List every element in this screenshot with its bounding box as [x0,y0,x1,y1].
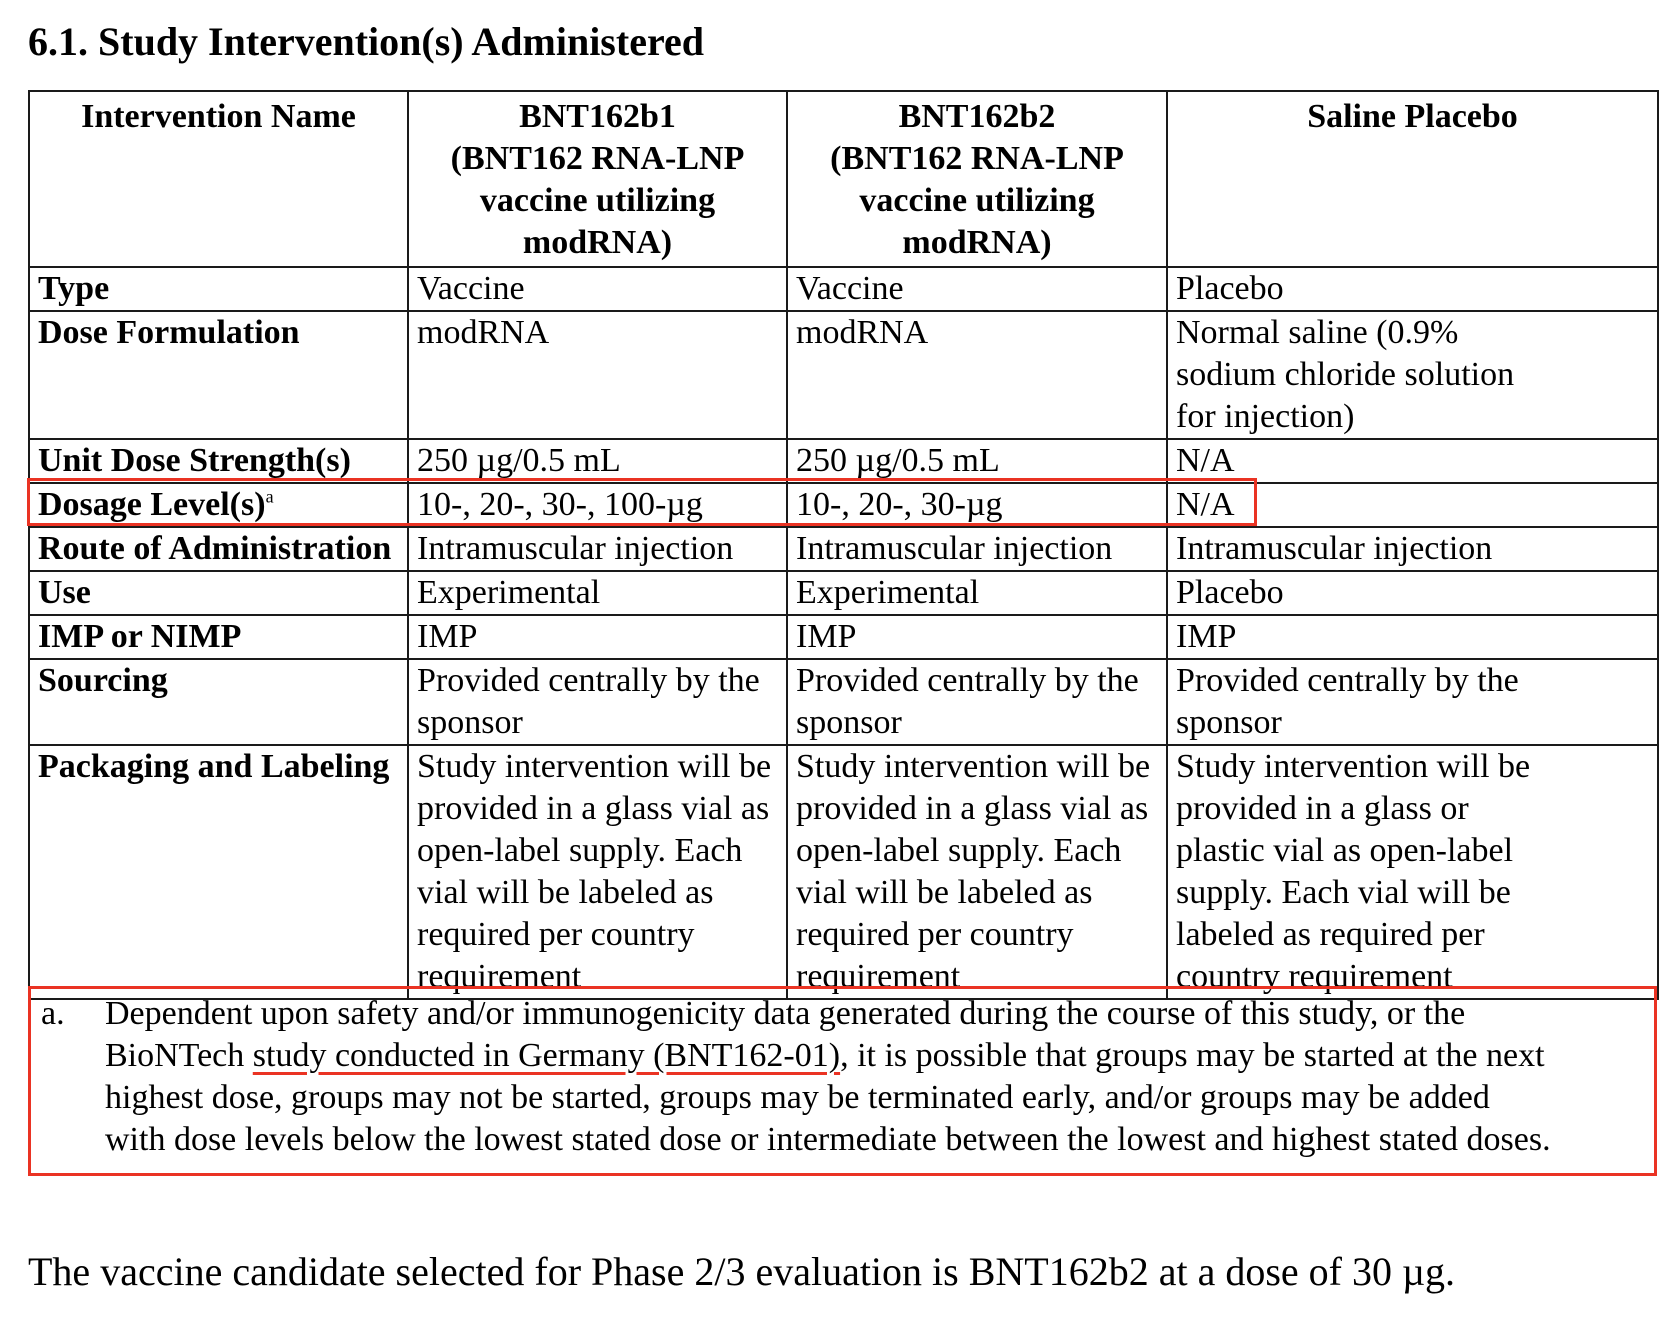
cell-line: requirement [417,958,582,995]
cell-line: supply. Each vial will be [1176,874,1511,911]
table-cell [408,483,787,527]
table-cell [1167,483,1658,527]
header-line: modRNA) [522,224,673,261]
table-cell [787,483,1167,527]
cell-line: modRNA [796,314,929,351]
row-label: Route of Administration [29,527,408,571]
cell-line: Intramuscular injection [796,530,1113,567]
footnote-line: Dependent upon safety and/or immunogenicity data generated during the course of this study, or the [105,995,1466,1032]
cell-line: country requirement [1176,958,1453,995]
cell-line: Provided centrally by the [1176,662,1519,699]
table-cell [787,311,1167,439]
table-cell [1167,659,1658,745]
footnote-marker: a [265,486,274,507]
cell-line: Experimental [796,574,980,611]
cell-line: 10-, 20-, 30-µg [796,486,1003,523]
table-cell [787,267,1167,311]
cell-line: 250 µg/0.5 mL [417,442,621,479]
footnote-label: a. [41,995,65,1032]
cell-line: sponsor [1176,704,1282,741]
cell-line: sponsor [796,704,902,741]
cell-line: IMP [796,618,857,655]
cell-line: open-label supply. Each [796,832,1122,869]
table-cell [408,745,787,999]
header-line: Saline Placebo [1307,98,1518,135]
table-cell [787,615,1167,659]
underlined-study-reference: study conducted in Germany (BNT162-01) [252,1037,841,1074]
row-label: Unit Dose Strength(s) [29,439,408,483]
row-label: IMP or NIMP [29,615,408,659]
table-cell [408,439,787,483]
header-line: vaccine utilizing [479,182,716,219]
header-bnt162b1 [408,91,787,267]
footnote-box [28,986,1657,1176]
cell-line: provided in a glass vial as [417,790,770,827]
table-cell [787,745,1167,999]
cell-line: Normal saline (0.9% [1176,314,1459,351]
cell-line: requirement [796,958,961,995]
table-row-dosage-level [29,483,1658,527]
table-cell [408,615,787,659]
table-row-route [29,527,1658,571]
cell-line: IMP [417,618,478,655]
table-cell [1167,745,1658,999]
table-cell [408,527,787,571]
row-label-text: Dosage Level(s) [38,486,266,523]
table-row-imp [29,615,1658,659]
footnote-line: with dose levels below the lowest stated dose or intermediate between the lowest and highest stated doses. [105,1121,1551,1158]
table-cell [787,527,1167,571]
cell-line: IMP [1176,618,1237,655]
table-cell [787,659,1167,745]
cell-line: plastic vial as open-label [1176,832,1514,869]
cell-line: Study intervention will be [1176,748,1531,785]
header-line: vaccine utilizing [859,182,1095,219]
study-intervention-table [28,90,1659,1000]
row-label: Packaging and Labeling [29,745,408,999]
cell-line: Study intervention will be [417,748,772,785]
cell-line: sponsor [417,704,523,741]
cell-line: 250 µg/0.5 mL [796,442,1000,479]
cell-line: provided in a glass or [1176,790,1469,827]
table-cell [1167,267,1658,311]
header-bnt162b2 [787,91,1167,267]
section-title: Study Intervention(s) Administered [98,19,704,64]
cell-line: Provided centrally by the [417,662,760,699]
row-label: Type [29,267,408,311]
header-line: (BNT162 RNA-LNP [830,140,1124,177]
section-heading [28,18,704,66]
table-cell [1167,571,1658,615]
table-cell [1167,615,1658,659]
footnote-text-segment: BioNTech [105,1037,253,1074]
table-cell [1167,311,1658,439]
table-cell [408,267,787,311]
cell-line: required per country [417,916,695,953]
table-row-packaging [29,745,1658,999]
table-cell [408,571,787,615]
cell-line: vial will be labeled as [796,874,1093,911]
table-cell [1167,527,1658,571]
section-number: 6.1. [28,19,88,64]
header-line: BNT162b1 [519,98,676,135]
header-saline-placebo [1167,91,1658,267]
cell-line: N/A [1176,486,1235,523]
cell-line: Placebo [1176,270,1284,307]
cell-line: sodium chloride solution [1176,356,1515,393]
row-label-dosage-level [29,483,408,527]
cell-line: vial will be labeled as [417,874,714,911]
cell-line: Vaccine [417,270,525,307]
table-cell [787,439,1167,483]
cell-line: required per country [796,916,1074,953]
cell-line: provided in a glass vial as [796,790,1149,827]
table-cell [1167,439,1658,483]
table-row-type [29,267,1658,311]
cell-line: N/A [1176,442,1235,479]
closing-sentence: The vaccine candidate selected for Phase 2/3 evaluation is BNT162b2 at a dose of 30 µg. [28,1249,1456,1294]
footnote-line [105,1035,1650,1077]
row-label: Use [29,571,408,615]
table-row-use [29,571,1658,615]
cell-line: Provided centrally by the [796,662,1139,699]
table-cell [787,571,1167,615]
cell-line: Experimental [417,574,601,611]
cell-line: Intramuscular injection [417,530,734,567]
header-line: (BNT162 RNA-LNP [450,140,745,177]
table-cell [408,311,787,439]
table-row-sourcing [29,659,1658,745]
header-intervention-name [29,91,408,267]
cell-line: labeled as required per [1176,916,1485,953]
cell-line: Placebo [1176,574,1284,611]
cell-line: Vaccine [796,270,904,307]
table-row-unit-dose-strength [29,439,1658,483]
cell-line: open-label supply. Each [417,832,743,869]
header-line: BNT162b2 [898,98,1056,135]
cell-line: Intramuscular injection [1176,530,1493,567]
table-header-row [29,91,1658,267]
row-label: Dose Formulation [29,311,408,439]
header-line: modRNA) [902,224,1052,261]
footnote-line: highest dose, groups may not be started, groups may be terminated early, and/or groups may be added [105,1079,1490,1116]
cell-line: Study intervention will be [796,748,1151,785]
footnote-text-segment: , it is possible that groups may be started at the next [840,1037,1545,1074]
table-cell [408,659,787,745]
cell-line: for injection) [1176,398,1355,435]
header-line: Intervention Name [81,98,356,135]
footnote-text [105,993,1650,1161]
cell-line: 10-, 20-, 30-, 100-µg [417,486,703,523]
cell-line: modRNA [417,314,550,351]
table-row-dose-formulation [29,311,1658,439]
row-label: Sourcing [29,659,408,745]
